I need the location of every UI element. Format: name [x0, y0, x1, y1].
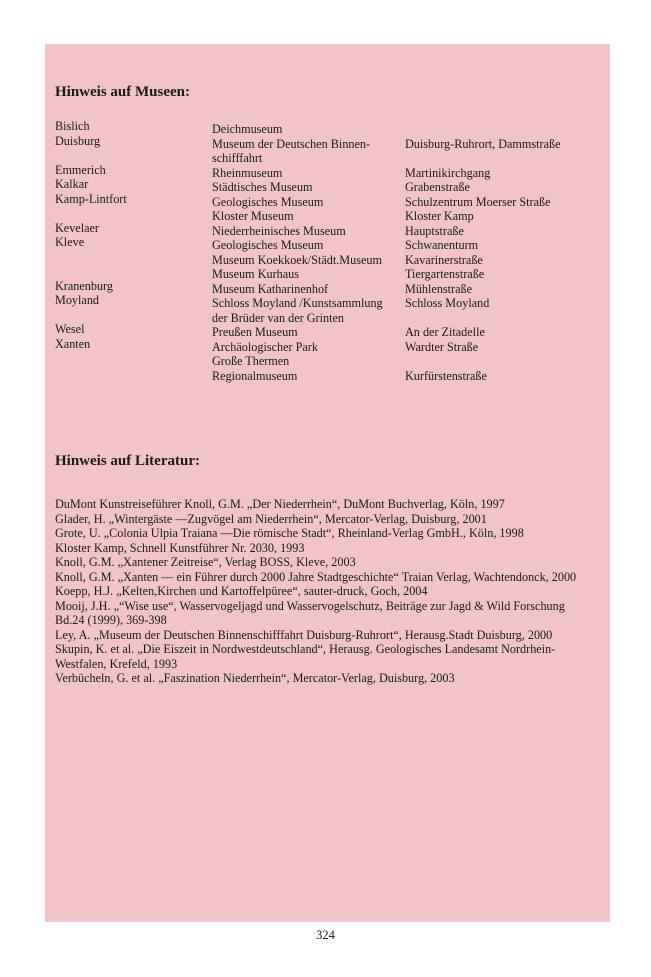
literature-line: Westfalen, Krefeld, 1993	[55, 656, 178, 671]
museum-name-line: Schloss Moyland /Kunstsammlung	[212, 296, 383, 310]
literature-line: Knoll, G.M. „Xanten — ein Führer durch 2000 Jahre Stadtgeschichte“ Traian Verlag, Wachtendonck, 2000	[55, 569, 577, 584]
town-line: Duisburg	[55, 133, 101, 148]
address-line: Mühlenstraße	[405, 281, 473, 296]
address-line: Kurfürstenstraße	[405, 368, 487, 383]
museum-name-line: Archäologischer Park	[212, 339, 318, 354]
museum-name-line: der Brüder van der Grinten	[212, 310, 344, 325]
page-number: 324	[316, 928, 335, 942]
address-line: An der Zitadelle	[405, 325, 485, 339]
museum-name-line: schifffahrt	[212, 151, 263, 165]
literature-line: Skupin, K. et al. „Die Eiszeit in Nordwestdeutschland“, Herausg. Geologisches Landesamt Nordrhein-	[55, 642, 556, 656]
museum-addresses-column	[405, 122, 560, 383]
museum-name-line: Museum der Deutschen Binnen-	[212, 136, 371, 151]
town-line	[55, 206, 127, 221]
museum-name-line: Niederrheinisches Museum	[212, 223, 346, 238]
address-line	[405, 311, 560, 326]
museum-name-line: Geologisches Museum	[212, 238, 324, 252]
museum-name-line: Museum Koekkoek/Städt.Museum	[212, 252, 382, 267]
museum-name-line: Preußen Museum	[212, 325, 298, 339]
town-line	[55, 308, 127, 323]
literature-line: Bd.24 (1999), 369-398	[55, 613, 167, 627]
museum-name-line: Museum Kurhaus	[212, 267, 299, 281]
museum-name-line: Große Thermen	[212, 354, 290, 368]
town-line	[55, 148, 127, 163]
town-line: Kranenburg	[55, 278, 113, 293]
address-line: Schulzentrum Moerser Straße	[405, 194, 551, 209]
town-line: Wesel	[55, 322, 85, 336]
address-line: Schloss Moyland	[405, 296, 490, 310]
literature-line: Koepp, H.J. „Kelten,Kirchen und Kartoffelpüree“, sauter-druck, Goch, 2004	[55, 584, 428, 598]
town-line	[55, 264, 127, 279]
address-line	[405, 354, 560, 369]
museum-name-line: Kloster Museum	[212, 209, 294, 223]
address-line: Schwanenturm	[405, 238, 479, 252]
literature-line: Grote, U. „Colonia Ulpia Traiana —Die römische Stadt“, Rheinland-Verlag GmbH., Köln, 1998	[55, 526, 524, 540]
town-line	[55, 250, 127, 265]
address-line	[405, 151, 560, 166]
address-line: Tiergartenstraße	[405, 267, 485, 281]
museum-name-line: Städtisches Museum	[212, 180, 313, 194]
museum-name-line: Geologisches Museum	[212, 194, 324, 209]
address-line: Kloster Kamp	[405, 209, 474, 223]
town-line: Kamp-Lintfort	[55, 191, 127, 206]
museum-name-line: Regionalmuseum	[212, 368, 298, 383]
museum-name-line: Museum Katharinenhof	[212, 281, 329, 296]
address-line: Martinikirchgang	[405, 165, 491, 180]
address-line: Grabenstraße	[405, 180, 470, 194]
museums-heading: Hinweis auf Museen:	[55, 84, 190, 100]
town-line: Emmerich	[55, 162, 106, 177]
literature-heading: Hinweis auf Literatur:	[55, 453, 200, 469]
address-line: Kavarinerstraße	[405, 252, 483, 267]
town-line: Bislich	[55, 119, 90, 133]
address-line: Duisburg-Ruhrort, Dammstraße	[405, 136, 561, 151]
literature-line: DuMont Kunstreiseführer Knoll, G.M. „Der Niederrhein“, DuMont Buchverlag, Köln, 1997	[55, 497, 505, 511]
address-line	[405, 122, 560, 137]
museum-names-column	[212, 122, 383, 383]
literature-list	[55, 497, 576, 686]
address-line: Hauptstraße	[405, 223, 464, 238]
museum-name-line: Rheinmuseum	[212, 165, 283, 180]
address-line: Wardter Straße	[405, 339, 479, 354]
literature-line: Ley, A. „Museum der Deutschen Binnenschifffahrt Duisburg-Ruhrort“, Herausg.Stadt Duisburg, 2000	[55, 627, 553, 642]
literature-line: Kloster Kamp, Schnell Kunstführer Nr. 2030, 1993	[55, 540, 305, 555]
literature-line: Knoll, G.M. „Xantener Zeitreise“, Verlag BOSS, Kleve, 2003	[55, 555, 356, 569]
town-line: Xanten	[55, 336, 91, 351]
town-line: Kalkar	[55, 177, 89, 191]
town-line: Moyland	[55, 293, 100, 307]
literature-line: Mooij, J.H. „“Wise use“, Wasservogeljagd und Wasservogelschutz, Beiträge zur Jagd & Wild Forschung	[55, 598, 565, 613]
town-line: Kevelaer	[55, 220, 99, 235]
literature-line: Glader, H. „Wintergäste —Zugvögel am Niederrhein“, Mercator-Verlag, Duisburg, 2001	[55, 511, 487, 526]
town-line: Kleve	[55, 235, 85, 249]
museum-towns-column	[55, 119, 127, 351]
museum-name-line: Deichmuseum	[212, 122, 283, 136]
literature-line: Verbücheln, G. et al. „Faszination Niederrhein“, Mercator-Verlag, Duisburg, 2003	[55, 671, 455, 685]
